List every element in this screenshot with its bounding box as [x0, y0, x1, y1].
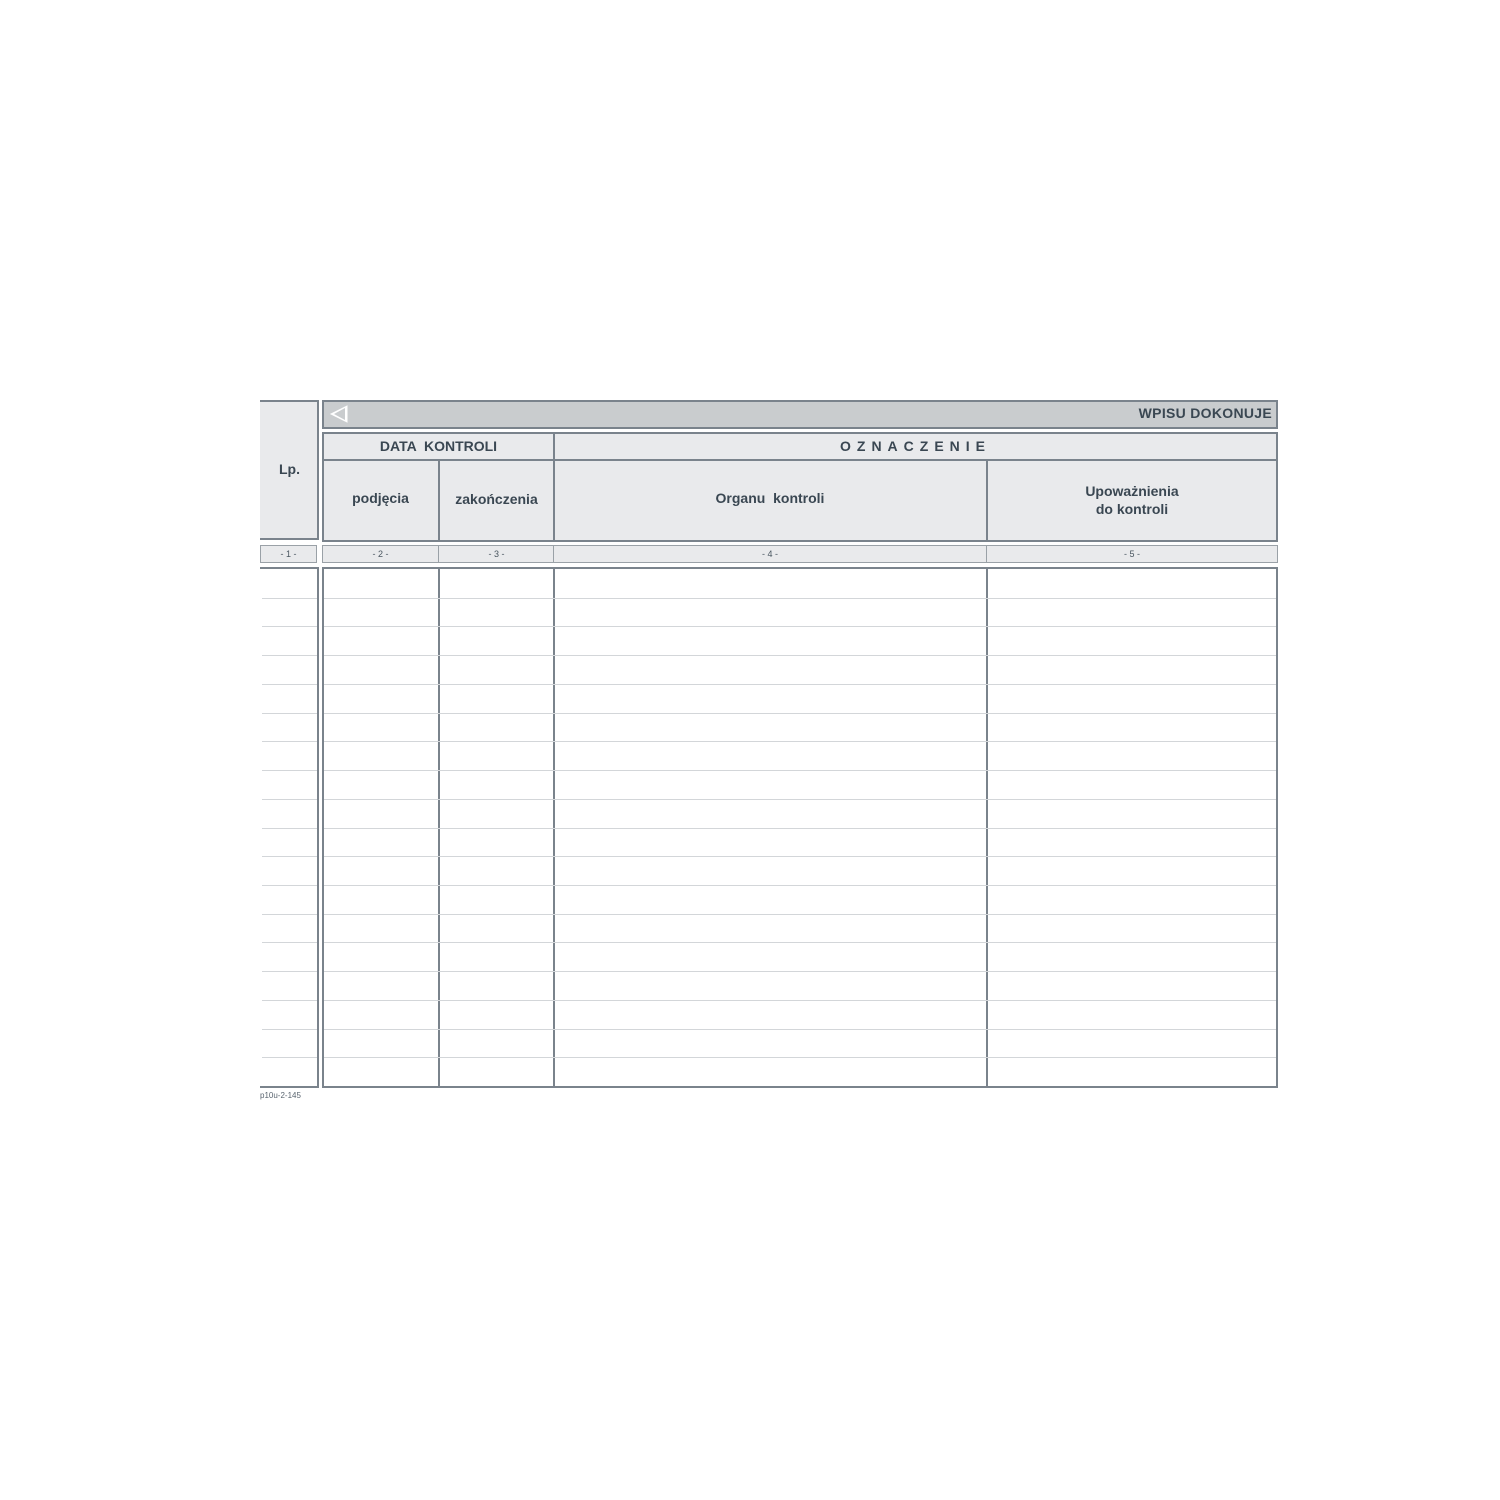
banner-title: WPISU DOKONUJE [1138, 405, 1272, 421]
ruled-line [262, 741, 317, 742]
lp-label: Lp. [279, 461, 300, 477]
ruled-line [324, 655, 1276, 656]
ruled-line [324, 885, 1276, 886]
ruled-line [324, 713, 1276, 714]
ruled-line [262, 885, 317, 886]
data-kontroli-label: DATA KONTROLI [379, 438, 498, 454]
ruled-line [262, 856, 317, 857]
podjecia-label: podjęcia [352, 490, 409, 506]
ruled-line [262, 799, 317, 800]
ruled-line [324, 684, 1276, 685]
ruled-line [262, 655, 317, 656]
ruled-line [324, 598, 1276, 599]
header-divider [553, 459, 1278, 461]
column-number-5: - 5 - [986, 545, 1278, 563]
ruled-line [324, 770, 1276, 771]
ruled-line [324, 828, 1276, 829]
ruled-line [262, 1000, 317, 1001]
ruled-line [324, 1000, 1276, 1001]
upowaznienia-line-1: Upoważnienia [1085, 483, 1179, 499]
ruled-line [262, 971, 317, 972]
ruled-line [262, 828, 317, 829]
ruled-line [262, 914, 317, 915]
upowaznienia-line-2: do kontroli [1095, 501, 1169, 517]
ruled-line [262, 1057, 317, 1058]
oznaczenie-label: OZNACZENIE [840, 438, 991, 454]
ruled-line [324, 741, 1276, 742]
ruled-line [262, 1029, 317, 1030]
ruled-line [262, 770, 317, 771]
ruled-line [324, 856, 1276, 857]
column-number-1: - 1 - [260, 545, 317, 563]
ruled-line [324, 914, 1276, 915]
ruled-line [262, 713, 317, 714]
column-number-4: - 4 - [553, 545, 987, 563]
ruled-line [262, 684, 317, 685]
ruled-line [262, 626, 317, 627]
form-code: p10u-2-145 [260, 1091, 301, 1100]
ruled-line [324, 799, 1276, 800]
column-number-3: - 3 - [438, 545, 555, 563]
ruled-line [324, 942, 1276, 943]
ruled-line [324, 1057, 1276, 1058]
upowaznienia-label [986, 482, 1278, 518]
column-number-2: - 2 - [322, 545, 439, 563]
ruled-line [324, 1029, 1276, 1030]
organu-kontroli-label: Organu kontroli [715, 490, 825, 506]
zakonczenia-label: zakończenia [455, 491, 538, 507]
ruled-line [262, 942, 317, 943]
ruled-line [324, 626, 1276, 627]
ruled-line [262, 598, 317, 599]
ruled-line [324, 971, 1276, 972]
